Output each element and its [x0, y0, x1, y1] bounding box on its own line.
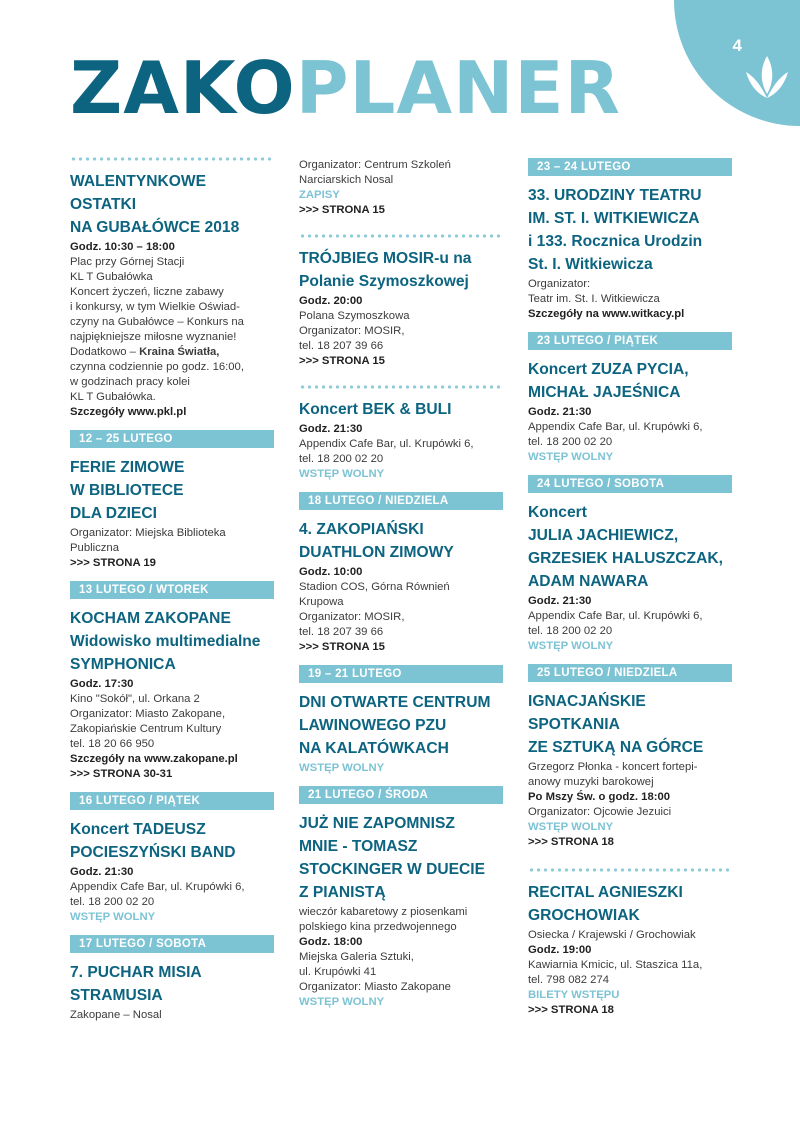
- date-bar: 16 LUTEGO / PIĄTEK: [70, 792, 274, 810]
- event-urodziny-teatru: 33. URODZINY TEATRU IM. ST. I. WITKIEWICZA i 133. Rocznica Urodzin St. I. Witkiewicza Organizator: Teatr im. St. I. Witkiewicza Szczegóły na www.witkacy.pl: [528, 185, 732, 322]
- dotted-divider: [299, 234, 503, 238]
- event-dni-otwarte: DNI OTWARTE CENTRUM LAWINOWEGO PZU NA KALATÓWKACH WSTĘP WOLNY: [299, 694, 491, 774]
- date-bar: 18 LUTEGO / NIEDZIELA: [299, 492, 503, 510]
- date-bar: 13 LUTEGO / WTOREK: [70, 581, 274, 599]
- date-bar: 12 – 25 LUTEGO: [70, 430, 274, 448]
- date-bar: 17 LUTEGO / SOBOTA: [70, 935, 274, 953]
- event-jachiewicz: Koncert JULIA JACHIEWICZ, GRZESIEK HALUSZCZAK, ADAM NAWARA Godz. 21:30 Appendix Cafe Bar, ul. Krupówki 6, tel. 18 200 02 20 WSTĘP WOLNY: [528, 504, 723, 652]
- column-1: [70, 150, 274, 1023]
- event-puchar-misia: 7. PUCHAR MISIA STRAMUSIA Zakopane – Nosal: [70, 964, 202, 1021]
- details-link[interactable]: Szczegóły na www.witkacy.pl: [528, 308, 685, 320]
- event-zuza-pycia: Koncert ZUZA PYCIA, MICHAŁ JAJEŚNICA Godz. 21:30 Appendix Cafe Bar, ul. Krupówki 6, tel. 18 200 02 20 WSTĘP WOLNY: [528, 361, 703, 463]
- leaf-icon: [738, 48, 796, 108]
- event-duathlon: 4. ZAKOPIAŃSKI DUATHLON ZIMOWY Godz. 10:00 Stadion COS, Górna Równień Krupowa Organizator: MOSIR, tel. 18 207 39 66 >>> STRONA 15: [299, 521, 454, 653]
- event-walentynkowe: WALENTYNKOWE OSTATKI NA GUBAŁÓWCE 2018 Godz. 10:30 – 18:00 Plac przy Górnej Stacji KL T Gubałówka Koncert życzeń, liczne zabawy i konkursy, w tym Wielkie Oświad- czyny na Gubałówce – Konkurs na najpiękniejsze miłosne wyznanie! Dodatkowo – Kraina Światła, czynna codziennie po godz. 16:00, w godzinach pracy kolei KL T Gubałówka. Szczegóły www.pkl.pl: [70, 171, 274, 420]
- dotted-divider: [299, 385, 503, 389]
- event-pocieszynski: Koncert TADEUSZ POCIESZYŃSKI BAND Godz. 21:30 Appendix Cafe Bar, ul. Krupówki 6, tel. 18 200 02 20 WSTĘP WOLNY: [70, 821, 245, 923]
- event-ferie: FERIE ZIMOWE W BIBLIOTECE DLA DZIECI Organizator: Miejska Biblioteka Publiczna >>> STRONA 19: [70, 459, 226, 569]
- event-ignacjanskie: IGNACJAŃSKIE SPOTKANIA ZE SZTUKĄ NA GÓRCE Grzegorz Płonka - koncert fortepi- anowy muzyki barokowej Po Mszy Św. o godz. 18:00 Organizator: Ojcowie Jezuici WSTĘP WOLNY >>> STRONA 18: [528, 693, 704, 848]
- date-bar: 25 LUTEGO / NIEDZIELA: [528, 664, 732, 682]
- event-trojbieg: TRÓJBIEG MOSIR-u na Polanie Szymoszkowej Godz. 20:00 Polana Szymoszkowa Organizator: MOSIR, tel. 18 207 39 66 >>> STRONA 15: [299, 250, 472, 367]
- dotted-divider: [70, 157, 274, 161]
- column-2: [299, 158, 503, 1010]
- event-recital: RECITAL AGNIESZKI GROCHOWIAK Osiecka / Krajewski / Grochowiak Godz. 19:00 Kawiarnia Kmicic, ul. Staszica 11a, tel. 798 082 274 BILETY WSTĘPU >>> STRONA 18: [528, 884, 703, 1016]
- event-bek-buli: Koncert BEK & BULI Godz. 21:30 Appendix Cafe Bar, ul. Krupówki 6, tel. 18 200 02 20 WSTĘP WOLNY: [299, 401, 474, 480]
- event-kocham-zakopane: KOCHAM ZAKOPANE Widowisko multimedialne SYMPHONICA Godz. 17:30 Kino "Sokół", ul. Orkana 2 Organizator: Miasto Zakopane, Zakopiańskie Centrum Kultury tel. 18 20 66 950 Szczegóły na www.zakopane.pl >>> STRONA 30-31: [70, 608, 274, 782]
- event-stockinger: JUŻ NIE ZAPOMNISZ MNIE - TOMASZ STOCKINGER W DUECIE Z PIANISTĄ wieczór kabaretowy z piosenkami polskiego kina przedwojennego Godz. 18:00 Miejska Galeria Sztuki, ul. Krupówki 41 Organizator: Miasto Zakopane WSTĘP WOLNY: [299, 815, 485, 1008]
- corner-decoration: [674, 0, 800, 126]
- date-bar: 23 – 24 LUTEGO: [528, 158, 732, 176]
- zakoplaner-logo: ZAKOPLANER: [70, 46, 621, 130]
- date-bar: 24 LUTEGO / SOBOTA: [528, 475, 732, 493]
- date-bar: 21 LUTEGO / ŚRODA: [299, 786, 503, 804]
- dotted-divider: [528, 868, 732, 872]
- column-3: [528, 150, 732, 1018]
- date-bar: 19 – 21 LUTEGO: [299, 665, 503, 683]
- date-bar: 23 LUTEGO / PIĄTEK: [528, 332, 732, 350]
- details-link[interactable]: Szczegóły www.pkl.pl: [70, 406, 187, 418]
- details-link[interactable]: Szczegóły na www.zakopane.pl: [70, 753, 238, 765]
- event-nosal-continued: Organizator: Centrum Szkoleń Narciarskich Nosal ZAPISY >>> STRONA 15: [299, 159, 451, 216]
- page-number: 4: [732, 36, 742, 55]
